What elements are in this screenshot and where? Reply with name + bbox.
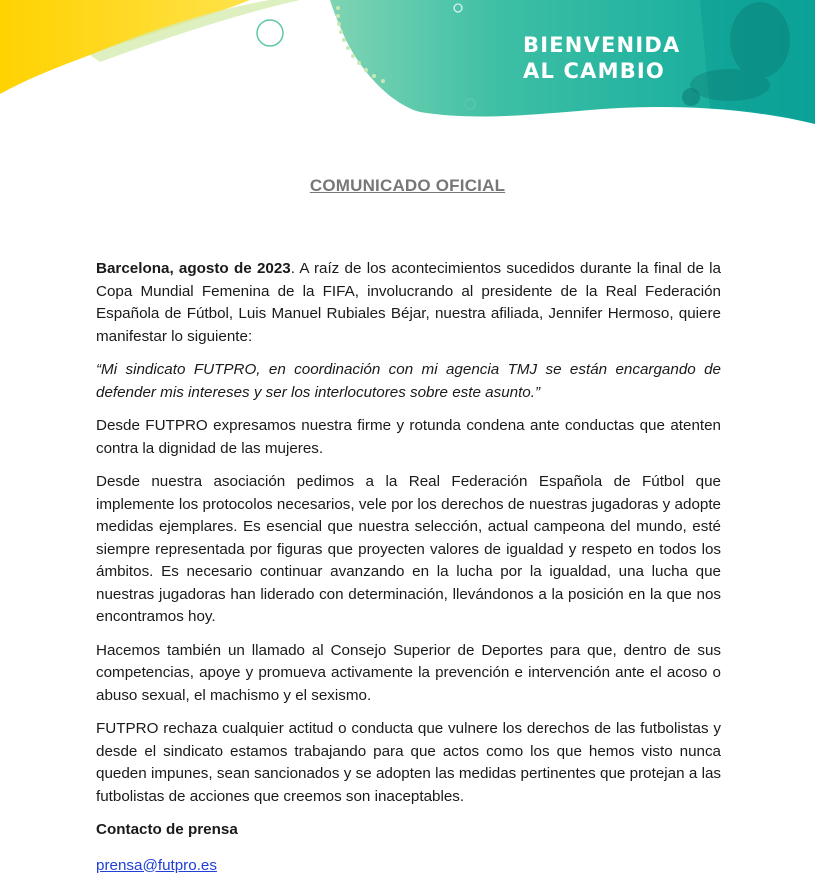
quote-paragraph: “Mi sindicato FUTPRO, en coordinación con mi agencia TMJ se están encargando de defender mis intereses y ser los interlocutores sobre este asunto.” — [96, 361, 721, 401]
body-paragraph: Desde FUTPRO expresamos nuestra firme y rotunda condena ante conductas que atenten contra la dignidad de las mujeres. — [96, 417, 721, 457]
soccer-ball-icon — [682, 88, 700, 106]
slogan — [523, 32, 680, 84]
header-graphic — [0, 0, 815, 140]
slogan-line-1: BIENVENIDA — [523, 33, 681, 57]
intro-place: Barcelona, agosto de 2023 — [96, 260, 291, 277]
body-paragraph: FUTPRO rechaza cualquier actitud o conducta que vulnere los derechos de las futbolistas y desde el sindicato estamos trabajando para que actos como los que hemos visto nunca queden impunes, sean sancionados y se adopten las medidas pertinentes que protejan a las futbolistas de acciones que creemos son inaceptables. — [96, 720, 721, 805]
header-banner — [0, 0, 815, 140]
contact-heading: Contacto de prensa — [96, 821, 238, 838]
intro-paragraph — [96, 258, 721, 348]
slogan-line-2: AL CAMBIO — [523, 59, 665, 83]
body-paragraph: Hacemos también un llamado al Consejo Superior de Deportes para que, dentro de sus competencias, apoye y promueva activamente la prevención e intervención ante el acoso o abuso sexual, el machismo y el sexismo. — [96, 641, 721, 704]
intro-text: . A raíz de los acontecimientos sucedidos durante la final de la Copa Mundial Femenina de la FIFA, involucrando al presidente de la Real Federación Española de Fútbol, Luis Manuel Rubiales Béjar, nuestra afiliada, Jennifer Hermoso, quiere manifestar lo siguiente: — [96, 260, 721, 345]
body-paragraph: Desde nuestra asociación pedimos a la Real Federación Española de Fútbol que implemente los protocolos necesarios, vele por los derechos de nuestras jugadoras y adopte medidas ejemplares. Es esencial que nuestra selección, actual campeona del mundo, esté siempre representada por figuras que proyecten valores de igualdad y respeto en todos los ámbitos. Es necesario continuar avanzando en la lucha por la igualdad, una lucha que nuestras jugadoras han liderado con determinación, llevándonos a la posición en la que nos encontramos hoy. — [96, 473, 721, 625]
contact-email-link[interactable]: prensa@futpro.es — [96, 856, 217, 874]
document-body — [96, 258, 721, 877]
document-title: COMUNICADO OFICIAL — [309, 176, 506, 195]
outline-circle-large — [257, 20, 283, 46]
